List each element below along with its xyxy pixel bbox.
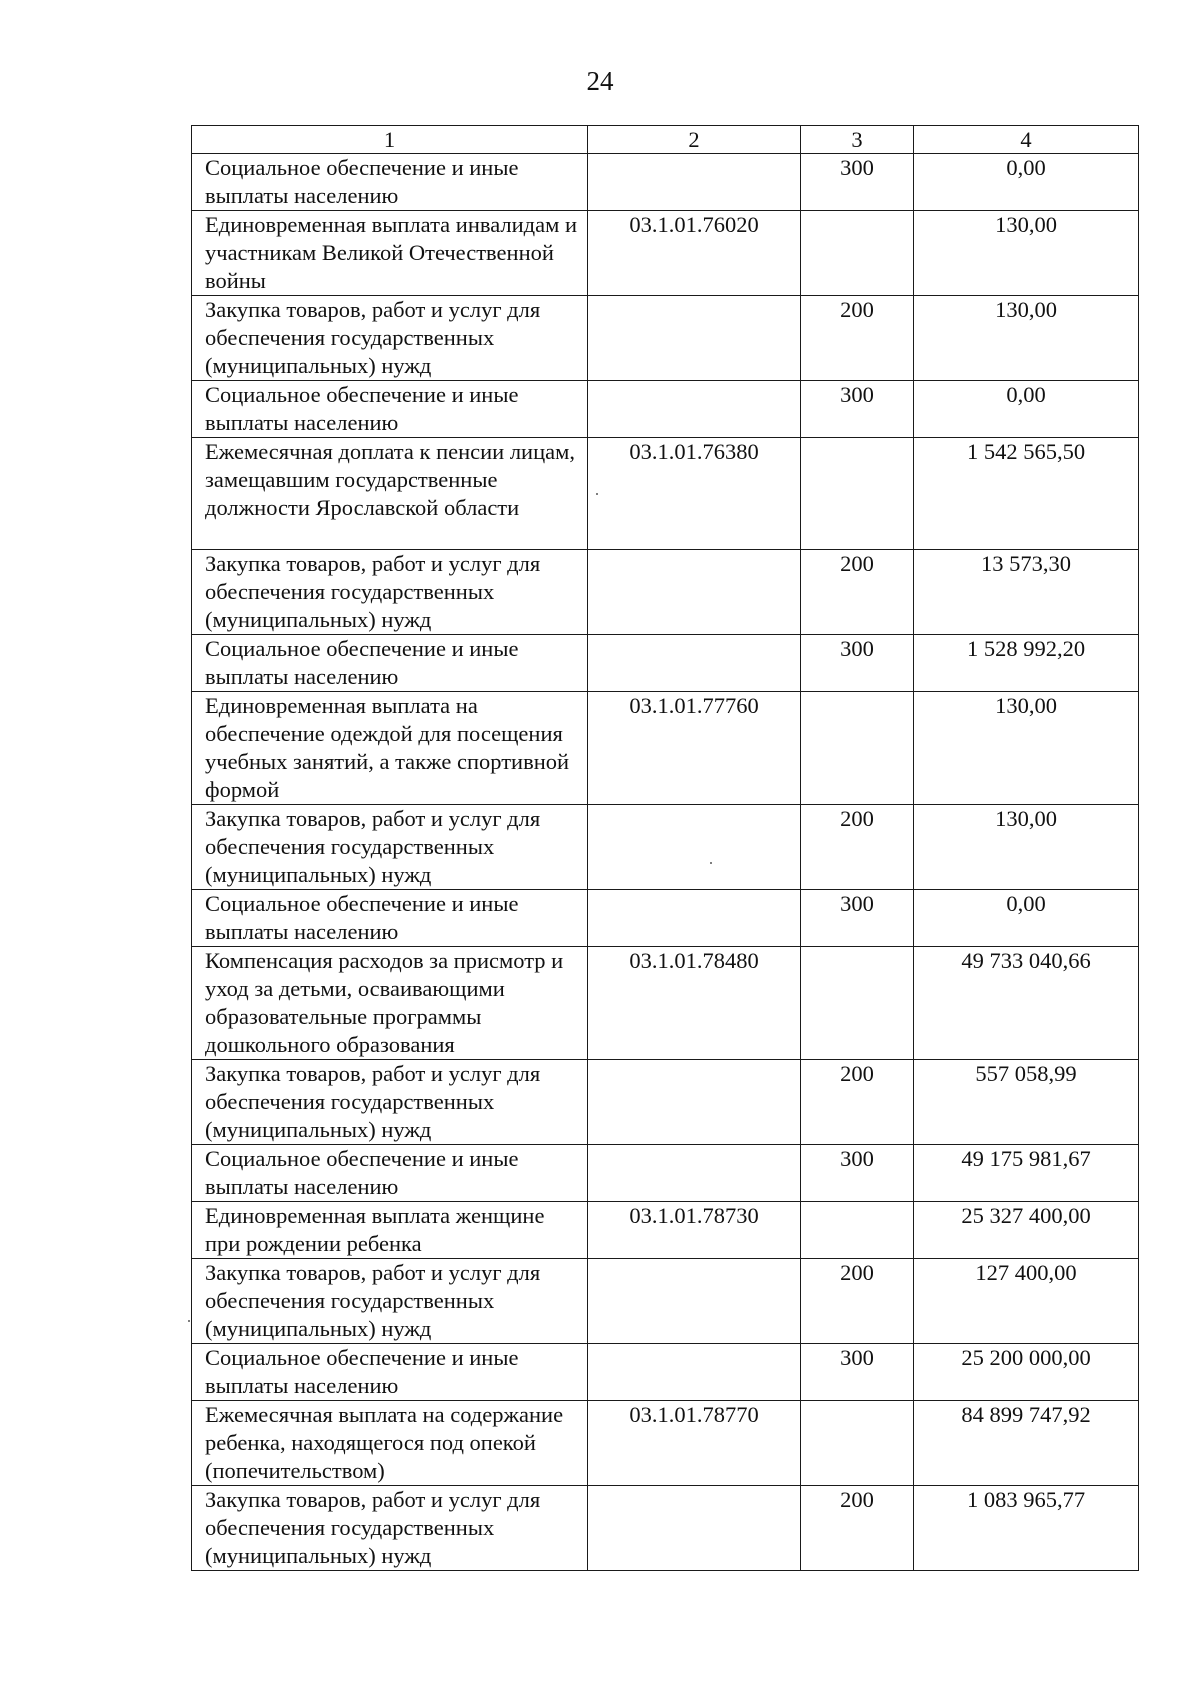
table-row xyxy=(192,635,1139,692)
table-row xyxy=(192,381,1139,438)
scan-speck xyxy=(710,862,712,864)
table-row xyxy=(192,550,1139,635)
page-number: 24 xyxy=(586,66,614,96)
row-name-cell: Закупка товаров, работ и услуг для обеспечения государственных (муниципальных) нужд xyxy=(192,550,588,635)
scan-speck xyxy=(188,1320,190,1322)
column-header-4: 4 xyxy=(914,126,1139,154)
row-code-cell xyxy=(588,1259,801,1344)
table-row xyxy=(192,1401,1139,1486)
row-amount-cell: 130,00 xyxy=(914,805,1139,890)
row-name-cell: Ежемесячная доплата к пенсии лицам, замещавшим государственные должности Ярославской области xyxy=(192,438,588,550)
row-name-cell: Единовременная выплата инвалидам и участникам Великой Отечественной войны xyxy=(192,211,588,296)
row-expense-type-cell: 300 xyxy=(801,1145,914,1202)
row-expense-type-cell xyxy=(801,438,914,550)
row-code-cell xyxy=(588,154,801,211)
row-name-cell: Социальное обеспечение и иные выплаты населению xyxy=(192,1145,588,1202)
row-code-cell xyxy=(588,1344,801,1401)
row-amount-cell: 130,00 xyxy=(914,692,1139,805)
row-name-cell: Закупка товаров, работ и услуг для обеспечения государственных (муниципальных) нужд xyxy=(192,1486,588,1571)
row-amount-cell: 13 573,30 xyxy=(914,550,1139,635)
row-name-cell: Закупка товаров, работ и услуг для обеспечения государственных (муниципальных) нужд xyxy=(192,1259,588,1344)
table-row xyxy=(192,438,1139,550)
row-amount-cell: 130,00 xyxy=(914,211,1139,296)
row-name-cell: Ежемесячная выплата на содержание ребенка, находящегося под опекой (попечительством) xyxy=(192,1401,588,1486)
row-expense-type-cell xyxy=(801,211,914,296)
row-expense-type-cell: 300 xyxy=(801,890,914,947)
column-header-3: 3 xyxy=(801,126,914,154)
row-amount-cell: 49 175 981,67 xyxy=(914,1145,1139,1202)
table-header-row xyxy=(192,126,1139,154)
row-name-cell: Компенсация расходов за присмотр и уход за детьми, осваивающими образовательные программы дошкольного образования xyxy=(192,947,588,1060)
row-name-cell: Социальное обеспечение и иные выплаты населению xyxy=(192,635,588,692)
row-code-cell: 03.1.01.76380 xyxy=(588,438,801,550)
table-row xyxy=(192,1145,1139,1202)
row-code-cell xyxy=(588,550,801,635)
row-expense-type-cell xyxy=(801,947,914,1060)
row-amount-cell: 0,00 xyxy=(914,890,1139,947)
row-amount-cell: 1 542 565,50 xyxy=(914,438,1139,550)
row-amount-cell: 127 400,00 xyxy=(914,1259,1139,1344)
row-amount-cell: 49 733 040,66 xyxy=(914,947,1139,1060)
row-code-cell xyxy=(588,635,801,692)
row-code-cell xyxy=(588,296,801,381)
table-body xyxy=(192,126,1139,1571)
row-expense-type-cell: 200 xyxy=(801,296,914,381)
row-name-cell: Закупка товаров, работ и услуг для обеспечения государственных (муниципальных) нужд xyxy=(192,1060,588,1145)
row-name-cell: Закупка товаров, работ и услуг для обеспечения государственных (муниципальных) нужд xyxy=(192,805,588,890)
table-row xyxy=(192,1344,1139,1401)
table-row xyxy=(192,890,1139,947)
row-expense-type-cell xyxy=(801,1202,914,1259)
row-amount-cell: 25 200 000,00 xyxy=(914,1344,1139,1401)
row-code-cell: 03.1.01.77760 xyxy=(588,692,801,805)
table-row xyxy=(192,211,1139,296)
row-name-cell: Социальное обеспечение и иные выплаты населению xyxy=(192,890,588,947)
row-amount-cell: 130,00 xyxy=(914,296,1139,381)
row-amount-cell: 1 083 965,77 xyxy=(914,1486,1139,1571)
row-expense-type-cell: 200 xyxy=(801,1259,914,1344)
table-row xyxy=(192,947,1139,1060)
row-name-cell: Единовременная выплата женщине при рождении ребенка xyxy=(192,1202,588,1259)
row-amount-cell: 0,00 xyxy=(914,381,1139,438)
row-amount-cell: 84 899 747,92 xyxy=(914,1401,1139,1486)
row-expense-type-cell: 300 xyxy=(801,154,914,211)
table-row xyxy=(192,805,1139,890)
table-row xyxy=(192,1259,1139,1344)
row-code-cell xyxy=(588,1486,801,1571)
row-code-cell: 03.1.01.78480 xyxy=(588,947,801,1060)
table-row xyxy=(192,296,1139,381)
row-code-cell xyxy=(588,890,801,947)
row-name-cell: Единовременная выплата на обеспечение одеждой для посещения учебных занятий, а также спортивной формой xyxy=(192,692,588,805)
row-amount-cell: 1 528 992,20 xyxy=(914,635,1139,692)
table-row xyxy=(192,154,1139,211)
row-code-cell: 03.1.01.78730 xyxy=(588,1202,801,1259)
row-name-cell: Социальное обеспечение и иные выплаты населению xyxy=(192,154,588,211)
row-code-cell xyxy=(588,805,801,890)
row-expense-type-cell xyxy=(801,1401,914,1486)
row-expense-type-cell: 300 xyxy=(801,635,914,692)
row-expense-type-cell: 200 xyxy=(801,1060,914,1145)
table-row xyxy=(192,1060,1139,1145)
row-code-cell xyxy=(588,381,801,438)
row-expense-type-cell: 300 xyxy=(801,381,914,438)
row-amount-cell: 25 327 400,00 xyxy=(914,1202,1139,1259)
column-header-1: 1 xyxy=(192,126,588,154)
row-code-cell: 03.1.01.78770 xyxy=(588,1401,801,1486)
column-header-2: 2 xyxy=(588,126,801,154)
table-row xyxy=(192,1486,1139,1571)
row-amount-cell: 557 058,99 xyxy=(914,1060,1139,1145)
row-name-cell: Закупка товаров, работ и услуг для обеспечения государственных (муниципальных) нужд xyxy=(192,296,588,381)
scan-speck xyxy=(596,493,598,495)
row-amount-cell: 0,00 xyxy=(914,154,1139,211)
table-row xyxy=(192,692,1139,805)
row-expense-type-cell: 200 xyxy=(801,550,914,635)
row-code-cell xyxy=(588,1060,801,1145)
row-code-cell xyxy=(588,1145,801,1202)
row-expense-type-cell: 200 xyxy=(801,1486,914,1571)
row-expense-type-cell: 300 xyxy=(801,1344,914,1401)
row-expense-type-cell xyxy=(801,692,914,805)
budget-table xyxy=(191,125,1139,1571)
row-code-cell: 03.1.01.76020 xyxy=(588,211,801,296)
row-name-cell: Социальное обеспечение и иные выплаты населению xyxy=(192,381,588,438)
row-expense-type-cell: 200 xyxy=(801,805,914,890)
table-row xyxy=(192,1202,1139,1259)
row-name-cell: Социальное обеспечение и иные выплаты населению xyxy=(192,1344,588,1401)
